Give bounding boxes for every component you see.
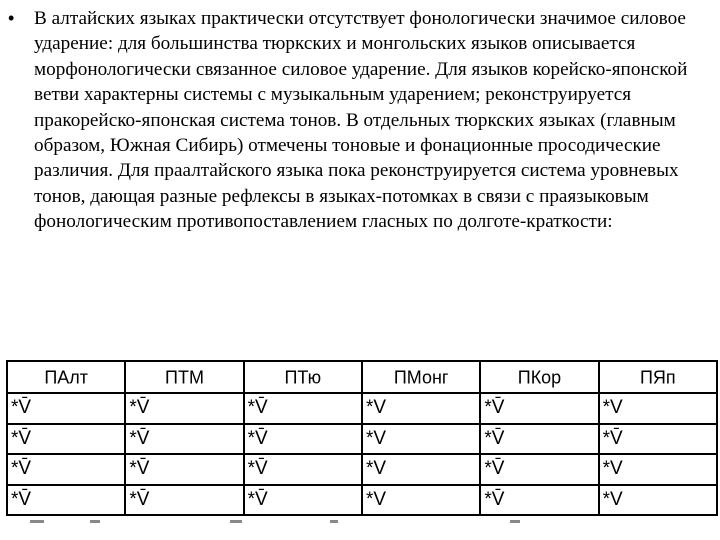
table-cell: *V <box>362 393 480 424</box>
table-cell: *V̄ <box>7 424 125 455</box>
table-cell: *V̄ <box>480 424 598 455</box>
column-header: ПАлт <box>7 360 125 394</box>
table-cell: *V̄ <box>244 424 362 455</box>
table-cell: *V̄ <box>480 485 598 516</box>
tone-correspondence-table <box>6 360 718 516</box>
table-row <box>7 454 717 485</box>
table-cell: *V̄ <box>7 485 125 516</box>
table-cell: *V̄ <box>125 393 243 424</box>
table-cell: *V̄ <box>480 454 598 485</box>
table-cell: *V <box>362 454 480 485</box>
table-cell: *V <box>362 485 480 516</box>
table-cell: *V̄ <box>125 424 243 455</box>
table-row <box>7 393 717 424</box>
column-header: ПТю <box>244 360 362 394</box>
cropped-text-remnant <box>30 518 540 526</box>
bullet-point <box>8 6 714 235</box>
column-header: ПКор <box>480 360 598 394</box>
table-cell: *V̄ <box>7 454 125 485</box>
column-header: ПМонг <box>362 360 480 394</box>
table-cell: *V̄ <box>244 485 362 516</box>
table-header-row <box>7 361 717 393</box>
table-cell: *V <box>362 424 480 455</box>
table-cell: *V̄ <box>125 485 243 516</box>
table-cell: *V̄ <box>480 393 598 424</box>
table-cell: *V̄ <box>244 454 362 485</box>
table-cell: *V̄ <box>125 454 243 485</box>
table-cell: *V̄ <box>7 393 125 424</box>
table-cell: *V <box>599 454 717 485</box>
bullet-marker: • <box>8 8 15 28</box>
table-cell: *V̄ <box>599 424 717 455</box>
table-cell: *V <box>599 485 717 516</box>
column-header: ПТМ <box>125 360 243 394</box>
column-header: ПЯп <box>599 360 717 394</box>
table-cell: *V̄ <box>244 393 362 424</box>
table-cell: *V <box>599 393 717 424</box>
table-row <box>7 424 717 455</box>
body-paragraph: В алтайских языках практически отсутствует фонологически значимое силовое ударение: для большинства тюркских и монгольских языков описывается морфонологически связанное силовое ударение. Для языков корейско-японской ветви характерны системы с музыкальным ударением; реконструируется пракорейско-японская система тонов. В отдельных тюркских языках (главным образом, Южная Сибирь) отмечены тоновые и фонационные просодические различия. Для праалтайского языка пока реконструируется система уровневых тонов, дающая разные рефлексы в языках-потомках в связи с праязыковым фонологическим противопоставлением гласных по долготе-краткости: <box>34 8 688 233</box>
table-row <box>7 485 717 516</box>
